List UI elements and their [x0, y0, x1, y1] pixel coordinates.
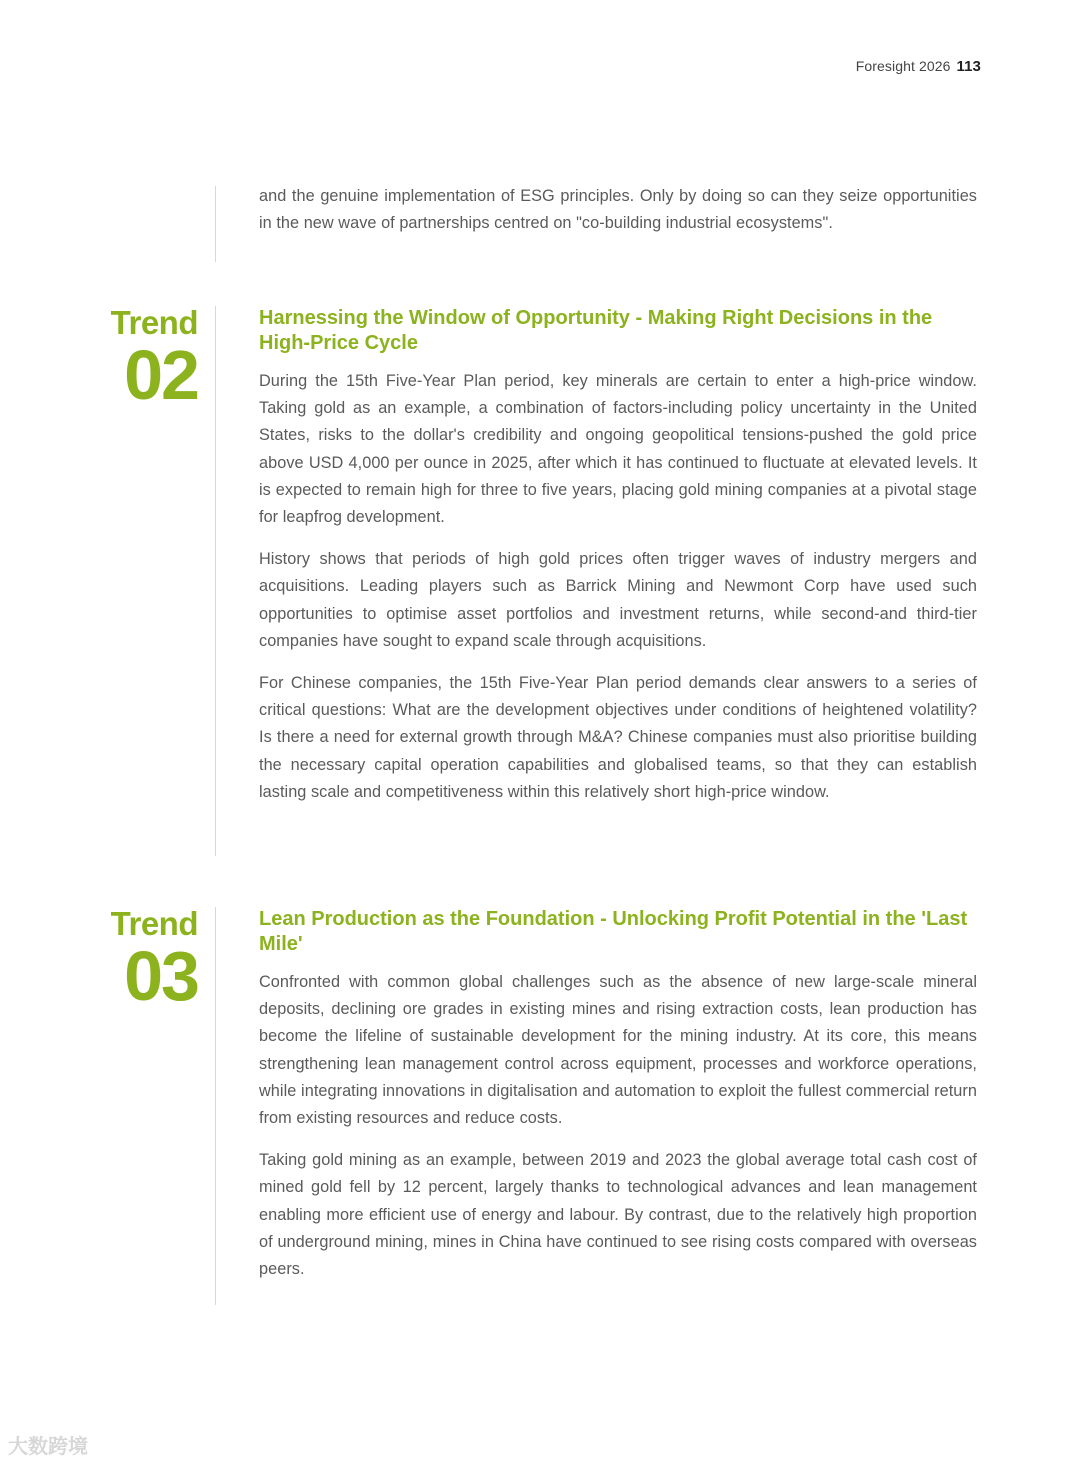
trend-03-section — [259, 907, 977, 1298]
publication-title: Foresight 2026 — [855, 58, 951, 74]
watermark-logo: 大数跨境 — [8, 1434, 88, 1458]
section-heading: Harnessing the Window of Opportunity - Making Right Decisions in the High-Price Cycle — [259, 307, 933, 354]
paragraph: Confronted with common global challenges such as the absence of new large-scale mineral deposits, declining ore grades in existing mines and rising extraction costs, lean production has become the lifeline of sustainable development for the mining industry. At its core, this means strengthening lean management control across equipment, processes and workforce operations, while integrating innovations in digitalisation and automation to exploit the fullest commercial return from existing resources and reduce costs. — [259, 973, 977, 1128]
trend-word: Trend — [110, 905, 198, 942]
paragraph: During the 15th Five-Year Plan period, key minerals are certain to enter a high-price window. Taking gold as an example, a combination of factors-including policy uncertainty in the United States, risks to the dollar's credibility and ongoing geopolitical tensions-pushed the gold price above USD 4,000 per ounce in 2025, after which it has continued to fluctuate at elevated levels. It is expected to remain high for three to five years, placing gold mining companies at a pivotal stage for leapfrog development. — [259, 372, 977, 527]
section-divider-line — [215, 186, 216, 262]
trend-number: 02 — [124, 336, 198, 414]
section-divider-line — [215, 306, 216, 856]
trend-number: 03 — [124, 937, 198, 1015]
trend-03-label — [100, 905, 198, 1015]
paragraph: For Chinese companies, the 15th Five-Year Plan period demands clear answers to a series of critical questions: What are the development objectives under conditions of heightened volatility? Is there a need for external growth through M&A? Chinese companies must also prioritise building the necessary capital operation capabilities and globalised teams, so that they can establish lasting scale and competitiveness within this relatively short high-price window. — [259, 674, 977, 801]
paragraph: History shows that periods of high gold prices often trigger waves of industry mergers and acquisitions. Leading players such as Barrick Mining and Newmont Corp have used such opportunities to optimise asset portfolios and investment returns, while second-and third-tier companies have sought to expand scale through acquisitions. — [259, 550, 977, 650]
page-number: 113 — [956, 58, 981, 75]
trend-02-section — [259, 306, 977, 821]
page-header — [856, 58, 981, 75]
section-heading: Lean Production as the Foundation - Unlocking Profit Potential in the 'Last Mile' — [259, 908, 968, 955]
paragraph: Taking gold mining as an example, between 2019 and 2023 the global average total cash cost of mined gold fell by 12 percent, largely thanks to technological advances and lean management enabling more efficient use of energy and labour. By contrast, due to the relatively high proportion of underground mining, mines in China have continued to see rising costs compared with overseas peers. — [259, 1151, 977, 1279]
trend-word: Trend — [110, 304, 198, 341]
trend-02-label — [100, 304, 198, 414]
intro-section — [259, 183, 977, 252]
intro-paragraph: and the genuine implementation of ESG principles. Only by doing so can they seize opportunities in the new wave of partnerships centred on "co-building industrial ecosystems". — [259, 187, 977, 233]
section-divider-line — [215, 907, 216, 1305]
